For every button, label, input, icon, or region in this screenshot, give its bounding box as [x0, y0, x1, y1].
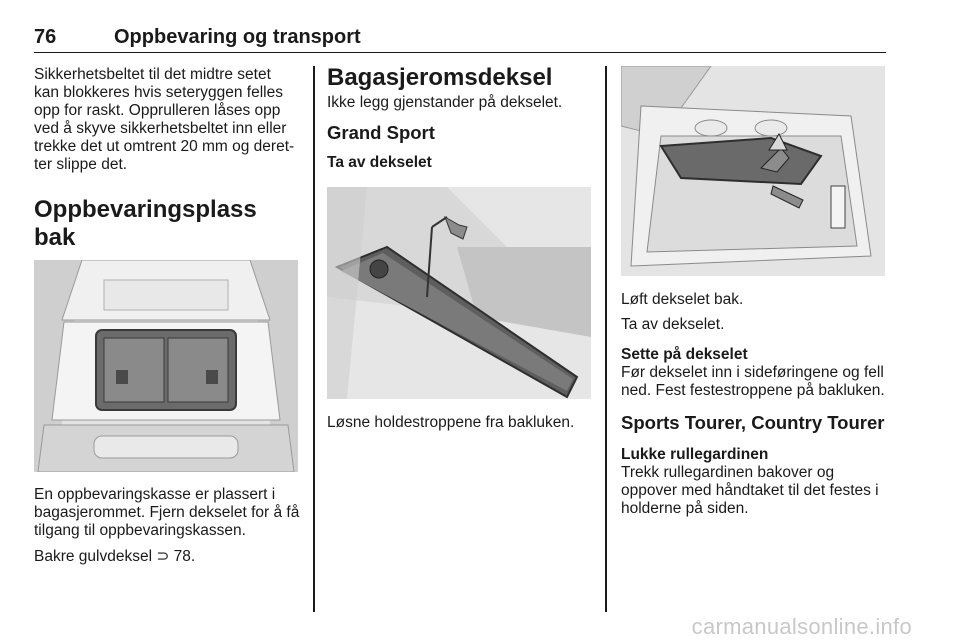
column-divider-left: [313, 66, 315, 612]
subsection-title-grand-sport: Grand Sport: [327, 122, 435, 143]
page-number: 76: [34, 26, 57, 48]
watermark: carmanualsonline.info: [691, 614, 912, 639]
column-3: [621, 291, 891, 518]
page-header: [34, 26, 886, 53]
release-straps-illustration: [327, 187, 591, 399]
figure-release-straps: [327, 187, 591, 399]
figure-lift-cover: [621, 66, 885, 276]
column-2-lower: [327, 414, 597, 432]
column-divider-right: [605, 66, 607, 612]
section-title-storage-rear: Oppbevaringsplass bak: [34, 196, 257, 251]
heading-remove-cover: Ta av dekselet: [327, 154, 432, 171]
figure-storage-box: [34, 260, 298, 472]
install-cover-text: Før dekselet inn i sideføringene og fell ned. Fest festestroppene på bakluken.: [621, 364, 885, 399]
caption-release-straps: Løsne holdestroppene fra bakluken.: [327, 414, 575, 431]
column-1-lower: [34, 486, 300, 566]
crossref-text: Bakre gulvdeksel: [34, 548, 153, 565]
heading-install-cover: Sette på dekselet: [621, 346, 748, 363]
crossref-page: 78.: [173, 548, 196, 565]
step-remove-cover: Ta av dekselet.: [621, 316, 725, 333]
step-lift-cover: Løft dekselet bak.: [621, 291, 744, 308]
seatbelt-paragraph: Sikkerhetsbeltet til det midtre setet kan blokkeres hvis seteryggen felles opp for raskt. Opprulleren låses opp ved å skyve sikkerhetsbeltet inn eller trekke det ut omtrent 20 mm og deret-ter slippe det.: [34, 66, 295, 173]
heading-close-roller-blind: Lukke rullegardinen: [621, 446, 769, 463]
subsection-title-sports-tourer: Sports Tourer, Country Tourer: [621, 412, 885, 433]
storage-box-paragraph: En oppbevaringskasse er plassert i bagasjerommet. Fjern dekselet for å få tilgang til oppbevaringskassen.: [34, 486, 300, 539]
luggage-cover-warning: Ikke legg gjenstander på dekselet.: [327, 94, 563, 111]
crossref-rear-floor-cover: [34, 548, 300, 566]
column-2: [327, 60, 597, 172]
chapter-title: Oppbevaring og transport: [114, 26, 361, 48]
crossref-arrow-icon: ⊃: [156, 548, 170, 565]
column-1: [34, 60, 300, 282]
lift-cover-illustration: [621, 66, 885, 276]
close-roller-blind-text: Trekk rullegardinen bakover og oppover med håndtaket til det festes i holderne på siden.: [621, 464, 879, 517]
section-title-luggage-cover: Bagasjeromsdeksel: [327, 64, 553, 91]
storage-box-illustration: [34, 260, 298, 472]
